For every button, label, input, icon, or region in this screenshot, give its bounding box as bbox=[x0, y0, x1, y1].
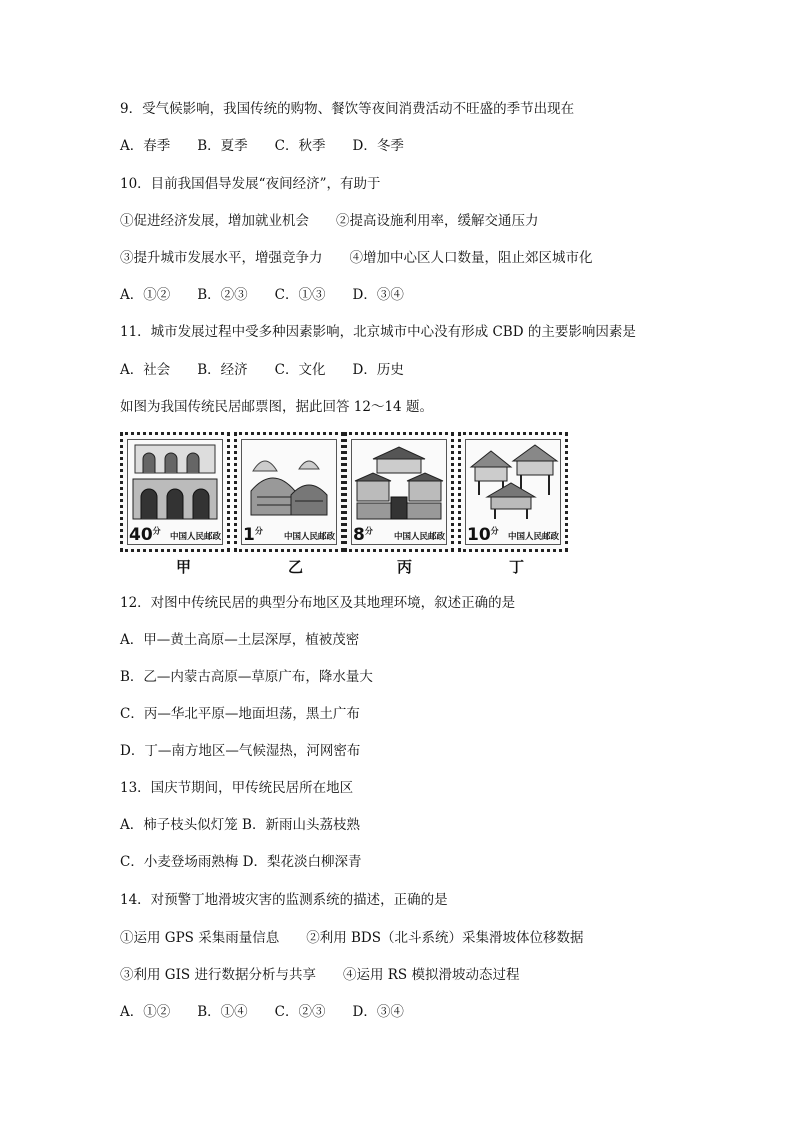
q13-options-cd: C．小麦登场雨熟梅 D．梨花淡白柳深青 bbox=[120, 854, 362, 870]
q11-stem: 11．城市发展过程中受多种因素影响，北京城市中心没有形成 CBD 的主要影响因素是 bbox=[120, 324, 636, 340]
stamp-value: 10 bbox=[467, 525, 491, 545]
stamp-value: 40 bbox=[129, 525, 153, 545]
q9-stem: 9．受气候影响，我国传统的购物、餐饮等夜间消费活动不旺盛的季节出现在 bbox=[120, 101, 575, 117]
yurt-icon bbox=[243, 441, 335, 521]
q9-options: A．春季 B．夏季 C．秋季 D．冬季 bbox=[120, 138, 404, 154]
stamp-label-bing: 丙 bbox=[397, 558, 413, 576]
stamp-intro: 如图为我国传统民居邮票图，据此回答 12～14 题。 bbox=[120, 399, 433, 415]
stamp-value: 8 bbox=[353, 525, 365, 545]
stamp-jia: $40^分$ 中国人民邮政 bbox=[120, 432, 230, 552]
q14-options: A．①② B．①④ C．②③ D．③④ bbox=[120, 1004, 404, 1020]
stamp-country: 中国人民邮政 bbox=[169, 532, 221, 542]
stamp-label-ding: 丁 bbox=[509, 558, 525, 576]
q13-options-ab: A．柿子枝头似灯笼 B．新雨山头荔枝熟 bbox=[120, 817, 360, 833]
stilt-house-icon bbox=[467, 441, 559, 521]
stamp-ding: $10^分$ 中国人民邮政 bbox=[458, 432, 568, 552]
stamp-label-jia: 甲 bbox=[176, 558, 192, 576]
q10-items-2: ③提升城市发展水平，增强竞争力 ④增加中心区人口数量，阻止郊区城市化 bbox=[120, 250, 593, 266]
stamp-country: 中国人民邮政 bbox=[283, 532, 335, 542]
q10-items-1: ①促进经济发展，增加就业机会 ②提高设施利用率，缓解交通压力 bbox=[120, 213, 539, 229]
q12-option-d: D．丁—南方地区—气候湿热，河网密布 bbox=[120, 743, 361, 759]
q13-stem: 13．国庆节期间，甲传统民居所在地区 bbox=[120, 780, 354, 796]
q12-option-c: C．丙—华北平原—地面坦荡，黑土广布 bbox=[120, 706, 360, 722]
q14-stem: 14．对预警丁地滑坡灾害的监测系统的描述，正确的是 bbox=[120, 892, 448, 908]
stamp-value: 1 bbox=[243, 525, 255, 545]
cave-dwelling-icon bbox=[129, 441, 221, 521]
stamp-label-yi: 乙 bbox=[288, 558, 304, 576]
q14-items-1: ①运用 GPS 采集雨量信息 ②利用 BDS（北斗系统）采集滑坡体位移数据 bbox=[120, 930, 584, 946]
stamp-country: 中国人民邮政 bbox=[393, 532, 445, 542]
stamp-figure bbox=[120, 432, 572, 556]
stamp-yi: $1^分$ 中国人民邮政 bbox=[234, 432, 344, 552]
q10-stem: 10．目前我国倡导发展“夜间经济”，有助于 bbox=[120, 176, 381, 192]
q12-stem: 12．对图中传统民居的典型分布地区及其地理环境，叙述正确的是 bbox=[120, 595, 516, 611]
courtyard-house-icon bbox=[353, 441, 445, 521]
q12-option-b: B．乙—内蒙古高原—草原广布，降水量大 bbox=[120, 669, 373, 685]
q14-items-2: ③利用 GIS 进行数据分析与共享 ④运用 RS 模拟滑坡动态过程 bbox=[120, 967, 520, 983]
stamp-bing: $8^分$ 中国人民邮政 bbox=[344, 432, 454, 552]
stamp-country: 中国人民邮政 bbox=[507, 532, 559, 542]
q10-options: A．①② B．②③ C．①③ D．③④ bbox=[120, 287, 404, 303]
q12-option-a: A．甲—黄土高原—土层深厚，植被茂密 bbox=[120, 632, 360, 648]
q11-options: A．社会 B．经济 C．文化 D．历史 bbox=[120, 362, 404, 378]
